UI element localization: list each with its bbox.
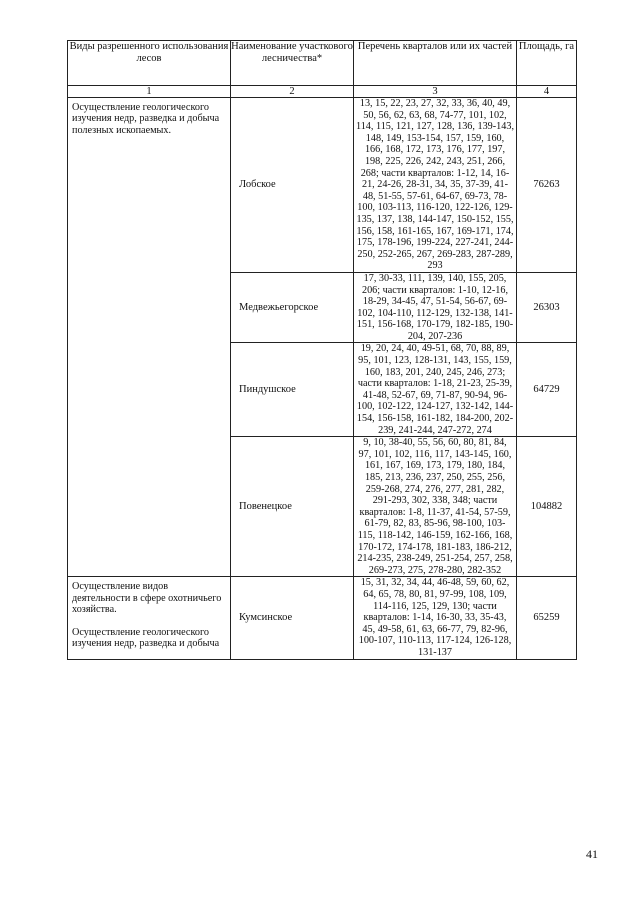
- forestry-name: Пиндушское: [231, 343, 354, 437]
- header-kind: Виды разрешенного использования лесов: [68, 41, 231, 86]
- quarters-list: 15, 31, 32, 34, 44, 46-48, 59, 60, 62, 64, 65, 78, 80, 81, 97-99, 108, 109, 114-116, 125, 129, 130; части кварталов: 1-14, 16-30, 33, 35-43, 45, 49-58, 61, 63, 66-77, 79, 82-96, 100-107, 110-113, 117-124, 126-128, 131-137: [354, 577, 517, 659]
- forestry-name: Лобское: [231, 98, 354, 273]
- table-row: [68, 98, 577, 273]
- quarters-list: 17, 30-33, 111, 139, 140, 155, 205, 206; части кварталов: 1-10, 12-16, 18-29, 34-45, 47, 51-54, 56-67, 69-102, 104-110, 112-129, 132-138, 141-151, 156-168, 170-179, 182-185, 190-204, 207-236: [354, 272, 517, 343]
- header-area: Площадь, га: [517, 41, 577, 86]
- area-value: 65259: [517, 577, 577, 659]
- quarters-list: 19, 20, 24, 40, 49-51, 68, 70, 88, 89, 95, 101, 123, 128-131, 143, 155, 159, 160, 183, 201, 240, 245, 246, 273; части кварталов: 1-18, 21-23, 25-39, 41-48, 52-67, 69, 71-87, 90-94, 96-100, 102-122, 124-127, 132-142, 144-154, 156-158, 161-182, 184-200, 202-239, 241-244, 247-272, 274: [354, 343, 517, 437]
- quarters-list: 13, 15, 22, 23, 27, 32, 33, 36, 40, 49, 50, 56, 62, 63, 68, 74-77, 101, 102, 114, 115, 121, 127, 128, 136, 139-143, 148, 149, 153-154, 157, 159, 160, 166, 168, 172, 173, 176, 177, 197, 198, 225, 226, 242, 243, 251, 266, 268; части кварталов: 1-12, 14, 16-21, 24-26, 28-31, 34, 35, 37-39, 41-48, 51-55, 57-61, 64-67, 69-73, 78-100, 103-113, 116-120, 122-126, 129-135, 137, 138, 144-147, 150-152, 155, 156, 158, 161-165, 167, 169-171, 174, 175, 178-196, 199-224, 227-241, 244-250, 252-265, 267, 269-283, 287-289, 293: [354, 98, 517, 273]
- header-forestry: Наименование участкового лесничества*: [231, 41, 354, 86]
- column-number-row: [68, 86, 577, 98]
- use-kind-paragraph: Осуществление видов деятельности в сфере охотничьего хозяйства.: [72, 581, 222, 616]
- use-kind-paragraph: Осуществление геологического изучения недр, разведка и добыча: [72, 626, 220, 649]
- area-value: 76263: [517, 98, 577, 273]
- forestry-name: Медвежьегорское: [231, 272, 354, 343]
- quarters-list: 9, 10, 38-40, 55, 56, 60, 80, 81, 84, 97, 101, 102, 116, 117, 143-145, 160, 161, 167, 169, 173, 179, 180, 184, 185, 213, 236, 237, 250, 255, 256, 259-268, 274, 276, 277, 281, 282, 291-293, 302, 338, 348; части кварталов: 1-8, 11-37, 41-54, 57-59, 61-79, 82, 83, 85-96, 98-100, 103-115, 118-142, 146-159, 162-166, 168, 170-172, 174-178, 181-183, 186-212, 214-235, 238-249, 251-254, 257, 258, 269-273, 275, 278-280, 282-352: [354, 437, 517, 577]
- column-number: 1: [68, 86, 231, 98]
- header-row: [68, 41, 577, 86]
- use-kind-cell: Осуществление геологического изучения недр, разведка и добыча полезных ископаемых.: [68, 98, 231, 577]
- column-number: 2: [231, 86, 354, 98]
- column-number: 4: [517, 86, 577, 98]
- header-quarters: Перечень кварталов или их частей: [354, 41, 517, 86]
- column-number: 3: [354, 86, 517, 98]
- area-value: 64729: [517, 343, 577, 437]
- forestry-name: Кумсинское: [231, 577, 354, 659]
- area-value: 26303: [517, 272, 577, 343]
- area-value: 104882: [517, 437, 577, 577]
- forest-use-table: [67, 40, 577, 660]
- use-kind-cell: [68, 577, 231, 659]
- page-number: 41: [586, 847, 598, 861]
- table-row: [68, 577, 577, 659]
- forestry-name: Повенецкое: [231, 437, 354, 577]
